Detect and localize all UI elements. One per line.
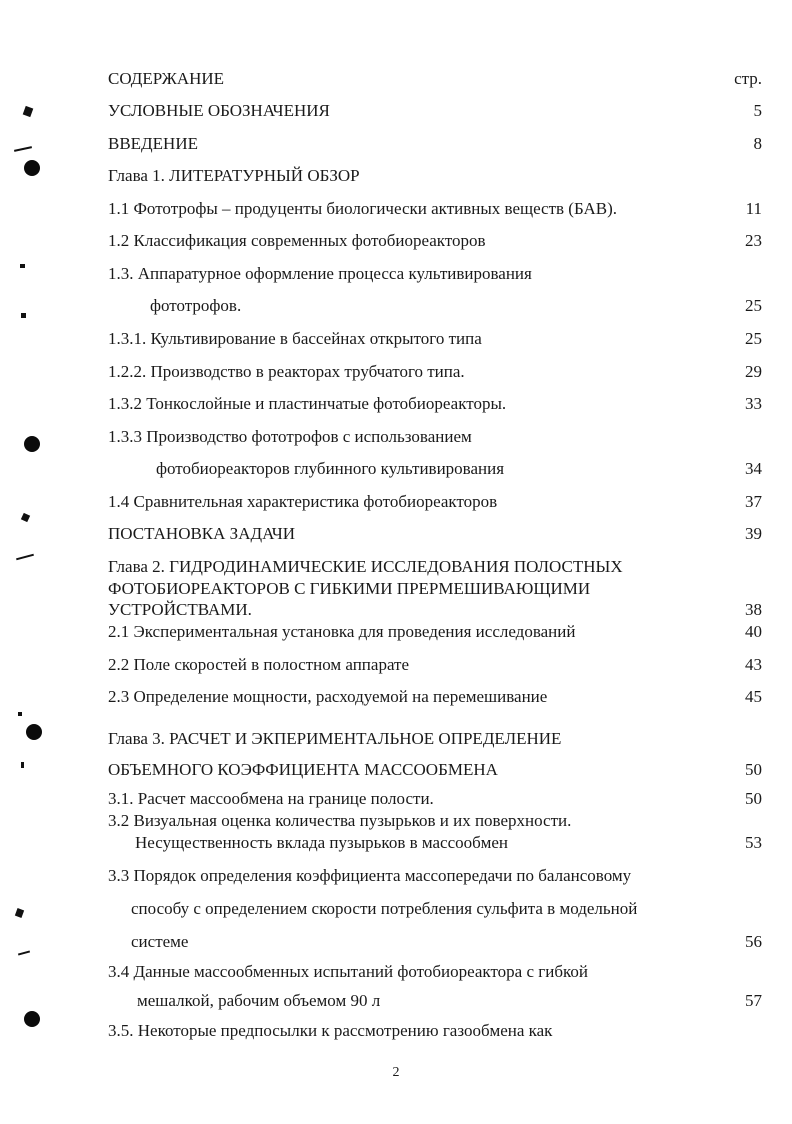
toc-entry-page: 45 — [745, 687, 762, 706]
toc-entry-text: 3.4 Данные массообменных испытаний фотобиореактора с гибкой — [108, 962, 588, 981]
scan-speck — [15, 908, 24, 918]
toc-title: СОДЕРЖАНИЕ — [108, 69, 225, 88]
scan-speck — [18, 712, 22, 716]
toc-entry-page: 56 — [745, 932, 762, 951]
toc-entry-page: 11 — [745, 199, 762, 218]
toc-entry-page: 5 — [753, 101, 762, 120]
toc-entry-page: 25 — [745, 329, 762, 348]
toc-entry-text: 1.1 Фототрофы – продуценты биологически активных веществ (БАВ). — [108, 199, 618, 218]
toc-entry-page: 33 — [745, 394, 762, 413]
binder-hole-mark — [24, 160, 40, 176]
page-number: 2 — [392, 1065, 400, 1080]
toc-entry-text: ОБЪЕМНОГО КОЭФФИЦИЕНТА МАССООБМЕНА — [108, 760, 498, 779]
toc-entry-text: Глава 1. ЛИТЕРАТУРНЫЙ ОБЗОР — [108, 166, 360, 185]
scan-speck — [21, 513, 30, 522]
toc-entry-text: ПОСТАНОВКА ЗАДАЧИ — [108, 524, 296, 543]
toc-entry-text: 1.4 Сравнительная характеристика фотобиореакторов — [108, 492, 498, 511]
toc-entry-text: ВВЕДЕНИЕ — [108, 134, 198, 153]
toc-entry-page: 50 — [745, 760, 762, 779]
toc-entry-text: 2.3 Определение мощности, расходуемой на перемешивание — [108, 687, 548, 706]
toc-entry-page: 40 — [745, 622, 762, 641]
toc-entry-text: Несущественность вклада пузырьков в массообмен — [135, 833, 509, 852]
toc-entry-text: 3.5. Некоторые предпосылки к рассмотрению газообмена как — [108, 1021, 553, 1040]
toc-entry-text: фототрофов. — [150, 296, 242, 315]
scan-speck — [16, 554, 34, 561]
toc-entry-text: 1.2.2. Производство в реакторах трубчатого типа. — [108, 362, 465, 381]
toc-entry-text: Глава 3. РАСЧЕТ И ЭКПЕРИМЕНТАЛЬНОЕ ОПРЕДЕЛЕНИЕ — [108, 729, 562, 748]
toc-entry-page: 23 — [745, 231, 762, 250]
scan-speck — [21, 313, 26, 318]
binder-hole-mark — [26, 724, 42, 740]
toc-entry-page: 29 — [745, 362, 762, 381]
toc-entry-page: 38 — [745, 600, 762, 619]
toc-entry-text: 2.2 Поле скоростей в полостном аппарате — [108, 655, 410, 674]
scan-speck — [21, 762, 24, 768]
toc-entry-text: 3.3 Порядок определения коэффициента массопередачи по балансовому — [108, 866, 632, 885]
scan-speck — [14, 146, 32, 152]
scan-speck — [18, 950, 30, 955]
toc-entry-text: 1.3. Аппаратурное оформление процесса культивирования — [108, 264, 532, 283]
toc-entry-text: 1.3.3 Производство фототрофов с использованием — [108, 427, 472, 446]
toc-entry-page: 37 — [745, 492, 762, 511]
toc-entry-text: системе — [131, 932, 189, 951]
scan-speck — [20, 264, 25, 268]
toc-entry-page: 57 — [745, 991, 762, 1010]
toc-entry-text: ФОТОБИОРЕАКТОРОВ С ГИБКИМИ ПРЕРМЕШИВАЮЩИМИ — [108, 579, 591, 598]
toc-entry-text: мешалкой, рабочим объемом 90 л — [137, 991, 381, 1010]
toc-entry-text: 3.2 Визуальная оценка количества пузырьков и их поверхности. — [108, 811, 572, 830]
binder-hole-mark — [24, 436, 40, 452]
toc-entry-text: 2.1 Экспериментальная установка для проведения исследований — [108, 622, 576, 641]
toc-entry-text: УСТРОЙСТВАМИ. — [108, 600, 252, 619]
toc-entry-text: 1.3.1. Культивирование в бассейнах открытого типа — [108, 329, 482, 348]
binder-hole-mark — [24, 1011, 40, 1027]
toc-entry-page: 53 — [745, 833, 762, 852]
toc-entry-page: 25 — [745, 296, 762, 315]
toc-entry-text: способу с определением скорости потребления сульфита в модельной — [131, 899, 638, 918]
toc-entry-text: 1.2 Классификация современных фотобиореакторов — [108, 231, 486, 250]
toc-entry-text: Глава 2. ГИДРОДИНАМИЧЕСКИЕ ИССЛЕДОВАНИЯ ПОЛОСТНЫХ — [108, 557, 623, 576]
toc-entry-page: 43 — [745, 655, 762, 674]
toc-entry-text: УСЛОВНЫЕ ОБОЗНАЧЕНИЯ — [108, 101, 330, 120]
toc-entry-text: фотобиореакторов глубинного культивирования — [156, 459, 505, 478]
toc-entry-page: 50 — [745, 789, 762, 808]
toc-entry-text: 3.1. Расчет массообмена на границе полости. — [108, 789, 434, 808]
scan-speck — [23, 106, 34, 117]
toc-entry-text: 1.3.2 Тонкослойные и пластинчатые фотобиореакторы. — [108, 394, 507, 413]
toc-entry-page: 34 — [745, 459, 762, 478]
toc-entry-page: 8 — [753, 134, 762, 153]
toc-entry-page: 39 — [745, 524, 762, 543]
toc-page-column-label: стр. — [734, 69, 762, 88]
